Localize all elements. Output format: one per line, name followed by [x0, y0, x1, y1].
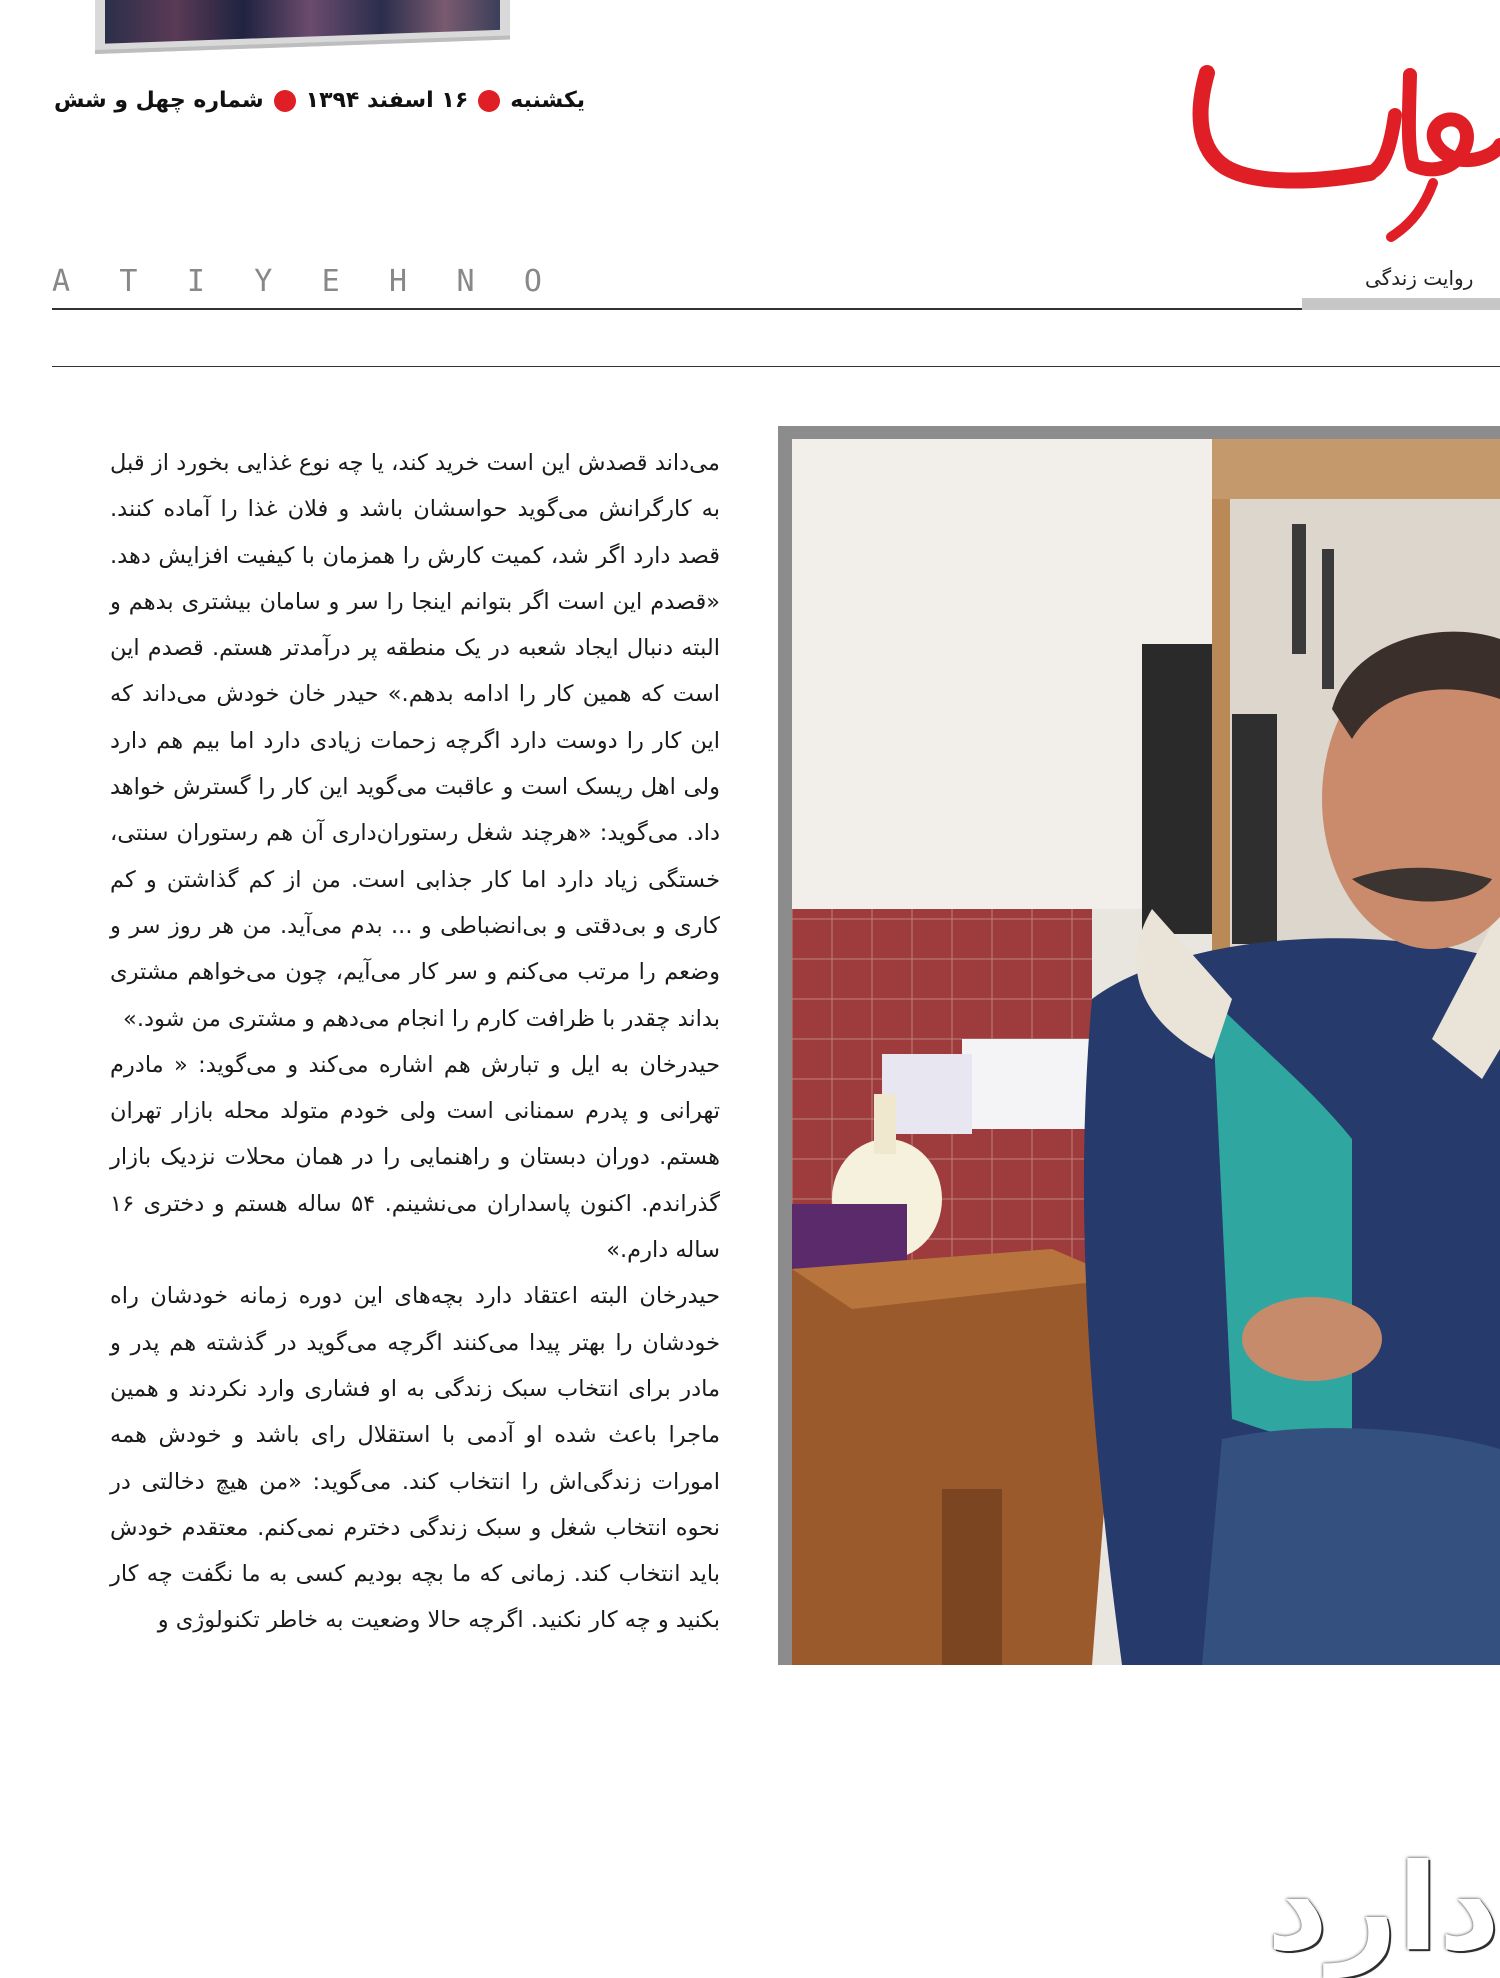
brand-letter: N — [456, 264, 475, 299]
dateline-day: یکشنبه — [510, 88, 585, 113]
brand-letter: E — [321, 264, 340, 299]
article-paragraph: حیدرخان البته اعتقاد دارد بچه‌های این دوره زمانه خودشان راه خودشان را بهتر پیدا می‌کنند اگرچه می‌گوید در گذشته هم پدر و مادر برای انتخاب سبک زندگی به او فشاری وارد نکردند و همین ماجرا باعث شده او آدمی با استقلال رای باشد و خودش همه امورات زندگی‌اش را انتخاب کند. می‌گوید: «من هیچ دخالتی در نحوه انتخاب شغل و سبک زندگی دخترم نمی‌کنم. معتقدم خودش باید انتخاب کند. زمانی که ما بچه بودیم کسی به ما نگفت چه کار بکنید و چه کار نکنید. اگرچه حالا وضعیت به خاطر تکنولوژی و — [110, 1283, 720, 1634]
header-rule-accent — [1302, 298, 1500, 310]
headline-fragment: دارد — [1266, 1839, 1500, 1978]
article-paragraph: حیدرخان به ایل و تبارش هم اشاره می‌کند و می‌گوید: « مادرم تهرانی و پدرم سمنانی است ولی خودم متولد محله بازار تهران هستم. دوران دبستان و راهنمایی را در همان محلات نزدیک بازار گذراندم. اکنون پاسداران می‌نشینم. ۵۴ ساله هستم و دختری ۱۶ ساله دارم.» — [110, 1051, 720, 1264]
portrait-photo-icon — [792, 439, 1500, 1665]
dateline-date: ۱۶ اسفند ۱۳۹۴ — [305, 88, 469, 113]
logo-tagline: روایت زندگی — [1365, 266, 1474, 290]
article-body — [110, 440, 720, 1665]
brand-letter: Y — [254, 264, 273, 299]
section-divider — [52, 366, 1500, 367]
brand-letter: H — [389, 264, 408, 299]
brand-letter-row — [52, 264, 542, 299]
separator-dot-icon — [478, 90, 500, 112]
brand-letter: T — [119, 264, 138, 299]
separator-dot-icon — [274, 90, 296, 112]
article-photo — [792, 439, 1500, 1978]
logo-icon — [1195, 55, 1500, 255]
article-paragraph: می‌داند قصدش این است خرید کند، یا چه نوع غذایی بخورد از قبل به کارگرانش می‌گوید حواسشان باشد و فلان غذا را آماده کنند. قصد دارد اگر شد، کمیت کارش را همزمان با کیفیت افزایش دهد. «قصدم این است اگر بتوانم اینجا را سر و سامان بیشتری بدهم و البته دنبال ایجاد شعبه در یک منطقه پر درآمدتر هستم. قصدم این است که همین کار را ادامه بدهم.» حیدر خان خودش می‌داند که این کار را دوست دارد اگرچه زحمات زیادی دارد اما بیم هم دارد ولی اهل ریسک است و عاقبت می‌گوید این کار را گسترش خواهد داد. می‌گوید: «هرچند شغل رستوران‌داری آن هم رستوران سنتی، خستگی زیاد دارد اما کار جذابی است. من از کم گذاشتن و کم کاری و بی‌دقتی و بی‌انضباطی و ... بدم می‌آید. من هر روز سر و وضعم را مرتب می‌کنم و سر کار می‌آیم، چون می‌خواهم مشتری بداند چقدر با ظرافت کارم را انجام می‌دهم و مشتری من شود.» — [110, 450, 720, 1032]
dateline-issue: شماره چهل و شش — [53, 88, 264, 113]
dateline — [54, 88, 585, 113]
header-rule — [52, 308, 1302, 310]
brand-letter: A — [52, 264, 71, 299]
top-photo-strip — [95, 0, 510, 54]
brand-letter: I — [186, 264, 205, 299]
brand-letter: O — [523, 264, 542, 299]
